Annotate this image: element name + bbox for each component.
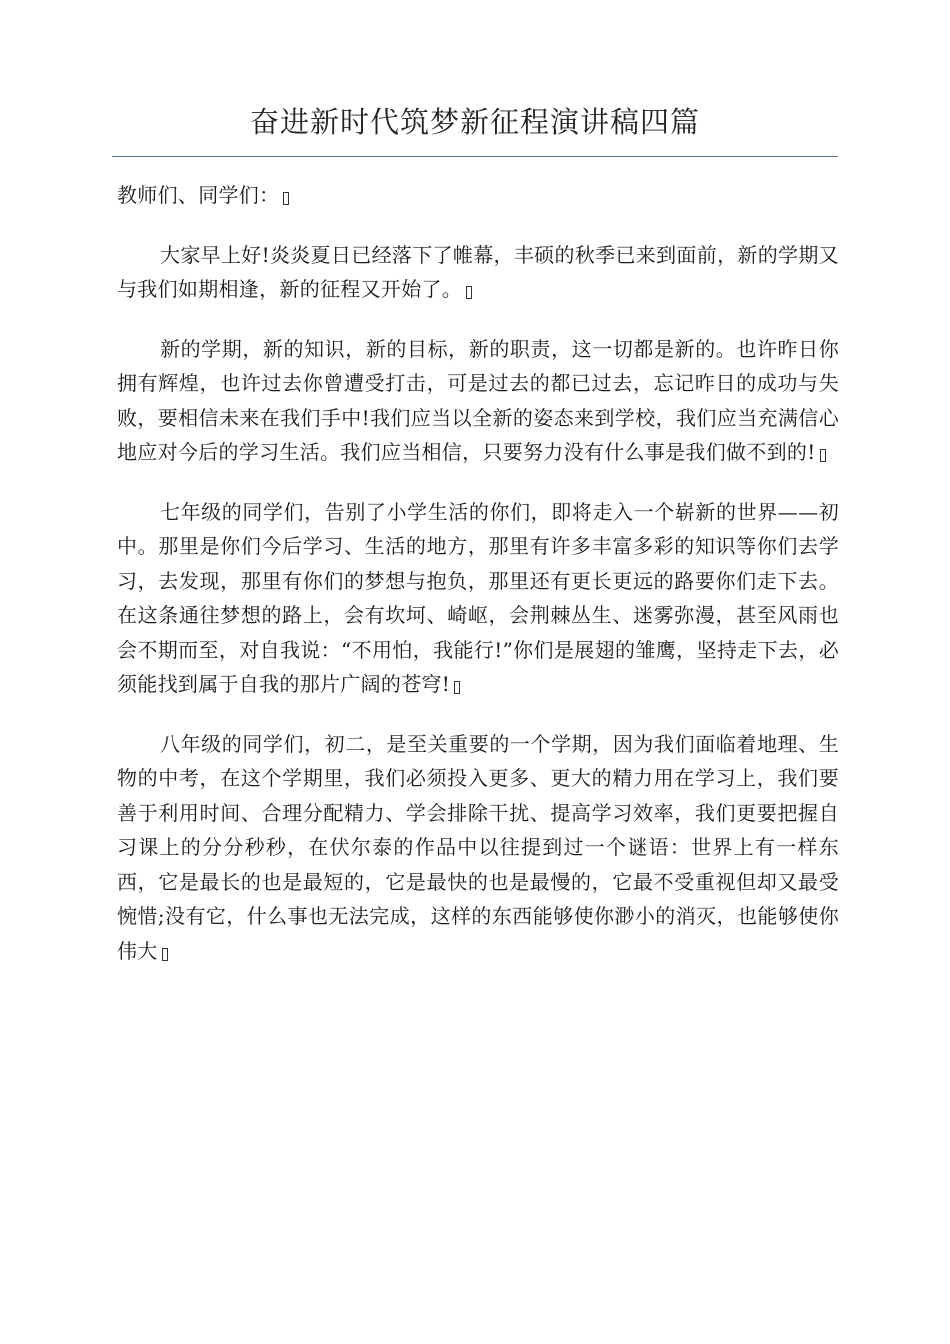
paragraph-text: 七年级的同学们，告别了小学生活的你们，即将走入一个崭新的世界——初中。那里是你们今后学习、生活的地方，那里有许多丰富多彩的知识等你们去学习，去发现，那里有你们的梦想与抱负，那里还有更长更远的路要你们走下去。在这条通往梦想的路上，会有坎坷、崎岖，会荆棘丛生、迷雾弥漫，甚至风雨也会不期而至，对自我说：“不用怕，我能行!”你们是展翅的雏鹰，坚持走下去，必须能找到属于自我的那片广阔的苍穹! [117, 499, 839, 696]
paragraph-mark-icon [466, 286, 472, 299]
paragraph [117, 727, 839, 969]
paragraph-text: 八年级的同学们，初二，是至关重要的一个学期，因为我们面临着地理、生物的中考，在这个学期里，我们必须投入更多、更大的精力用在学习上，我们要善于利用时间、合理分配精力、学会排除干扰、提高学习效率，我们更要把握自习课上的分分秒秒，在伏尔泰的作品中以往提到过一个谜语：世界上有一样东西，它是最长的也是最短的，它是最快的也是最慢的，它最不受重视但却又最受惋惜;没有它，什么事也无法完成，这样的东西能够使你渺小的消灭，也能够使你伟大 [117, 731, 839, 963]
paragraph-mark-icon [283, 192, 289, 205]
paragraph [117, 332, 839, 470]
document-body [117, 178, 839, 993]
paragraph-mark-icon [820, 449, 826, 462]
paragraph-text: 大家早上好!炎炎夏日已经落下了帷幕，丰硕的秋季已来到面前，新的学期又与我们如期相逢，新的征程又开始了。 [117, 242, 839, 301]
paragraph-text: 新的学期，新的知识，新的目标，新的职责，这一切都是新的。也许昨日你拥有辉煌，也许过去你曾遭受打击，可是过去的都已过去，忘记昨日的成功与失败，要相信未来在我们手中!我们应当以全新的姿态来到学校，我们应当充满信心地应对今后的学习生活。我们应当相信，只要努力没有什么事是我们做不到的! [117, 336, 839, 464]
paragraph-mark-icon [454, 681, 460, 694]
salutation [117, 178, 839, 213]
paragraph [117, 495, 839, 702]
paragraph-mark-icon [162, 948, 168, 961]
document-title: 奋进新时代筑梦新征程演讲稿四篇 [249, 105, 700, 139]
salutation-text: 教师们、同学们： [117, 183, 280, 207]
paragraph [117, 238, 839, 307]
title-divider [112, 156, 838, 157]
